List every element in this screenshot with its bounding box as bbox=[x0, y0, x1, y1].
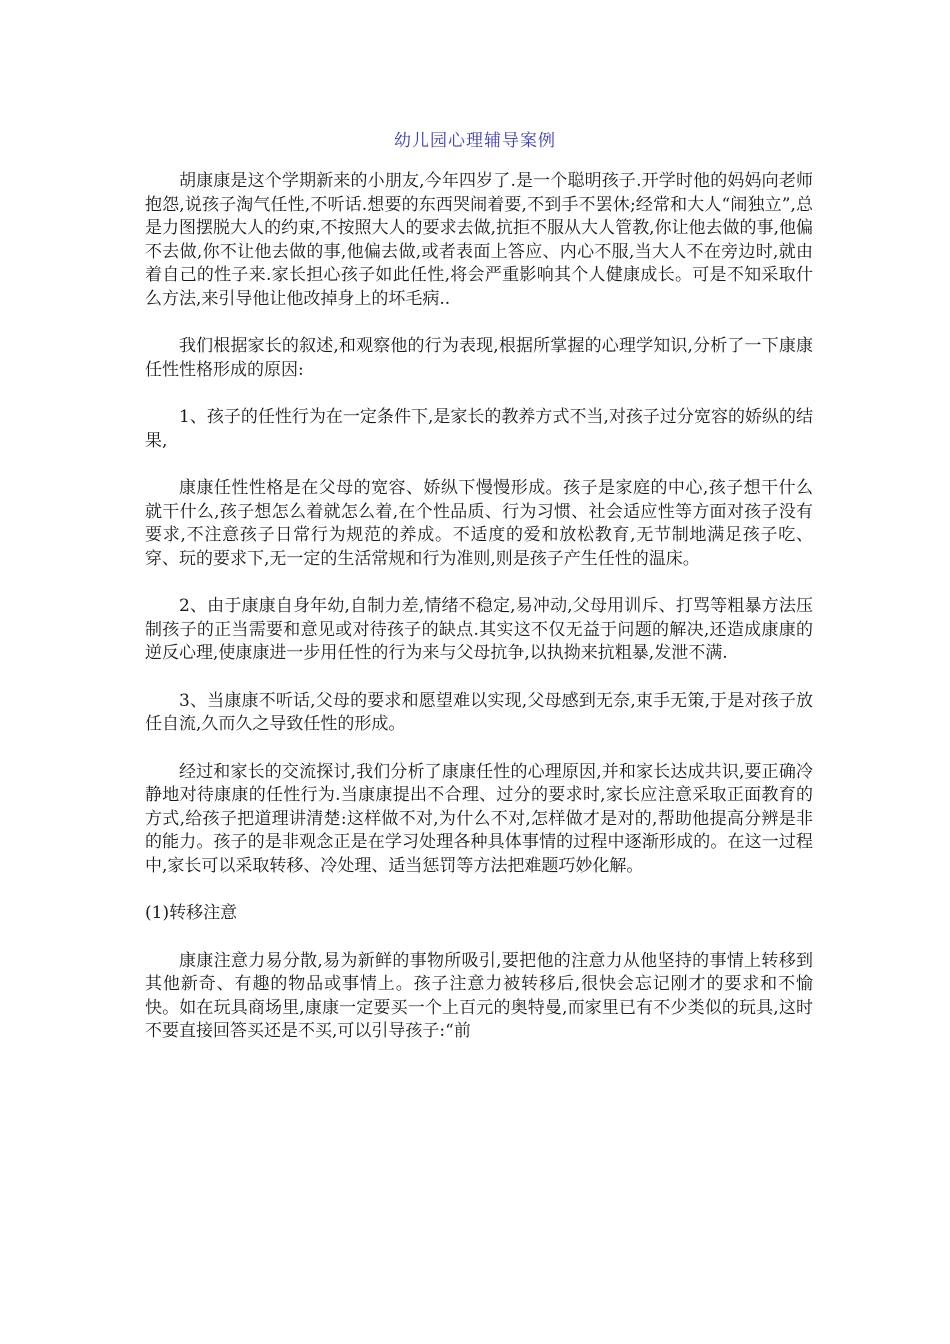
section-heading-transfer-attention: (1)转移注意 bbox=[145, 903, 238, 923]
paragraph-reason-3: 3、当康康不听话,父母的要求和愿望难以实现,父母感到无奈,束手无策,于是对孩子放任自流,久而久之导致任性的形成。 bbox=[145, 690, 813, 734]
paragraph-reason-1: 1、孩子的任性行为在一定条件下,是家长的教养方式不当,对孩子过分宽容的娇纵的结果, bbox=[145, 407, 813, 451]
document-title: 幼儿园心理辅导案例 bbox=[394, 131, 556, 151]
paragraph-reason-2: 2、由于康康自身年幼,自制力差,情绪不稳定,易冲动,父母用训斥、打骂等粗暴方法压制孩子的正当需要和意见或对待孩子的缺点.其实这不仅无益于问题的解决,还造成康康的逆反心理,使康康进一步用任性的行为来与父母抗争,以执拗来抗粗暴,发泄不满. bbox=[145, 596, 813, 663]
document-body bbox=[145, 170, 813, 1044]
paragraph-intro: 胡康康是这个学期新来的小朋友,今年四岁了.是一个聪明孩子.开学时他的妈妈向老师抱怨,说孩子淘气任性,不听话.想要的东西哭闹着要,不到手不罢休;经常和大人“闹独立”,总是力图摆脱大人的约束,不按照大人的要求去做,抗拒不服从大人管教,你让他去做的事,他偏不去做,你不让他去做的事,他偏去做,或者表面上答应、内心不服,当大人不在旁边时,就由着自己的性子来.家长担心孩子如此任性,将会严重影响其个人健康成长。可是不知采取什么方法,来引导他让他改掉身上的坏毛病.. bbox=[145, 171, 813, 309]
paragraph-transfer-attention: 康康注意力易分散,易为新鲜的事物所吸引,要把他的注意力从他坚持的事情上转移到其他新奇、有趣的物品或事情上。孩子注意力被转移后,很快会忘记刚才的要求和不愉快。如在玩具商场里,康康一定要买一个上百元的奥特曼,而家里已有不少类似的玩具,这时不要直接回答买还是不买,可以引导孩子:“前 bbox=[145, 950, 813, 1041]
paragraph-discussion: 经过和家长的交流探讨,我们分析了康康任性的心理原因,并和家长达成共识,要正确冷静地对待康康的任性行为.当康康提出不合理、过分的要求时,家长应注意采取正面教育的方式,给孩子把道理讲清楚:这样做不对,为什么不对,怎样做才是对的,帮助他提高分辨是非的能力。孩子的是非观念正是在学习处理各种具体事情的过程中逐渐形成的。在这一过程中,家长可以采取转移、冷处理、适当惩罚等方法把难题巧妙化解。 bbox=[145, 761, 813, 876]
paragraph-analysis: 我们根据家长的叙述,和观察他的行为表现,根据所掌握的心理学知识,分析了一下康康任性性格形成的原因: bbox=[145, 336, 813, 380]
paragraph-reason-1-detail: 康康任性性格是在父母的宽容、娇纵下慢慢形成。孩子是家庭的中心,孩子想干什么就干什么,孩子想怎么着就怎么着,在个性品质、行为习惯、社会适应性等方面对孩子没有要求,不注意孩子日常行为规范的养成。不适度的爱和放松教育,无节制地满足孩子吃、穿、玩的要求下,无一定的生活常规和行为准则,则是孩子产生任性的温床。 bbox=[145, 478, 813, 569]
